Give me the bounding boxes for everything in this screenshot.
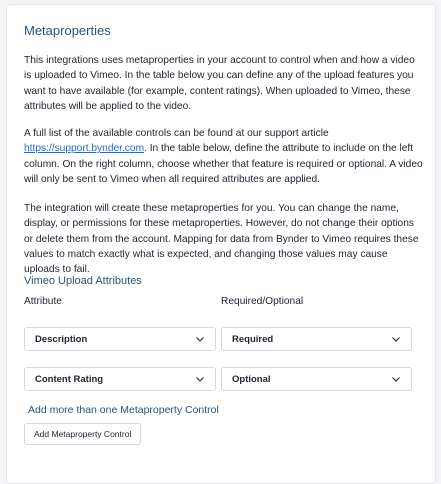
select-value: Optional xyxy=(232,373,271,385)
required-optional-column-header: Required/Optional xyxy=(221,296,304,307)
add-metaproperty-control-button[interactable]: Add Metaproperty Control xyxy=(24,423,141,445)
page-title: Metaproperties xyxy=(24,23,111,38)
support-text-after: . In the table below, define the attribute to include on the left column. On the right column, choose whether that feature is required or optional. A video will only be sent to Vimeo when all required attributes are applied. xyxy=(24,143,423,185)
requirement-select-required[interactable] xyxy=(221,327,412,351)
select-value: Description xyxy=(35,333,88,345)
intro-paragraph: This integrations uses metaproperties in your account to control when and how a video is uploaded to Vimeo. In the table below you can define any of the upload features you want to have available (for example, content ratings). When uploaded to Vimeo, these attributes will be applied to the video. xyxy=(24,55,415,112)
support-paragraph xyxy=(24,126,424,187)
select-value: Required xyxy=(232,333,274,345)
chevron-down-icon xyxy=(195,334,205,344)
chevron-down-icon xyxy=(391,334,401,344)
add-more-label: Add more than one Metaproperty Control xyxy=(28,404,219,416)
section-title: Vimeo Upload Attributes xyxy=(24,275,142,287)
attribute-select-content-rating[interactable] xyxy=(24,367,216,391)
select-value: Content Rating xyxy=(35,373,104,385)
attribute-column-header: Attribute xyxy=(24,296,62,307)
warning-paragraph: The integration will create these metaproperties for you. You can change the name, display, or permissions for these metaproperties. However, do not change their options or delete them from the account. Mapping for data from Bynder to Vimeo requires these values to match exactly what is expected, and changing those values may cause uploads to fail. xyxy=(24,203,419,276)
chevron-down-icon xyxy=(391,374,401,384)
chevron-down-icon xyxy=(195,374,205,384)
support-text-before: A full list of the available controls can be found at our support article xyxy=(24,128,329,139)
support-link[interactable]: https://support.bynder.com xyxy=(24,143,145,155)
requirement-select-optional[interactable] xyxy=(221,367,412,391)
metaproperties-card xyxy=(6,4,436,484)
attribute-select-description[interactable] xyxy=(24,327,216,351)
